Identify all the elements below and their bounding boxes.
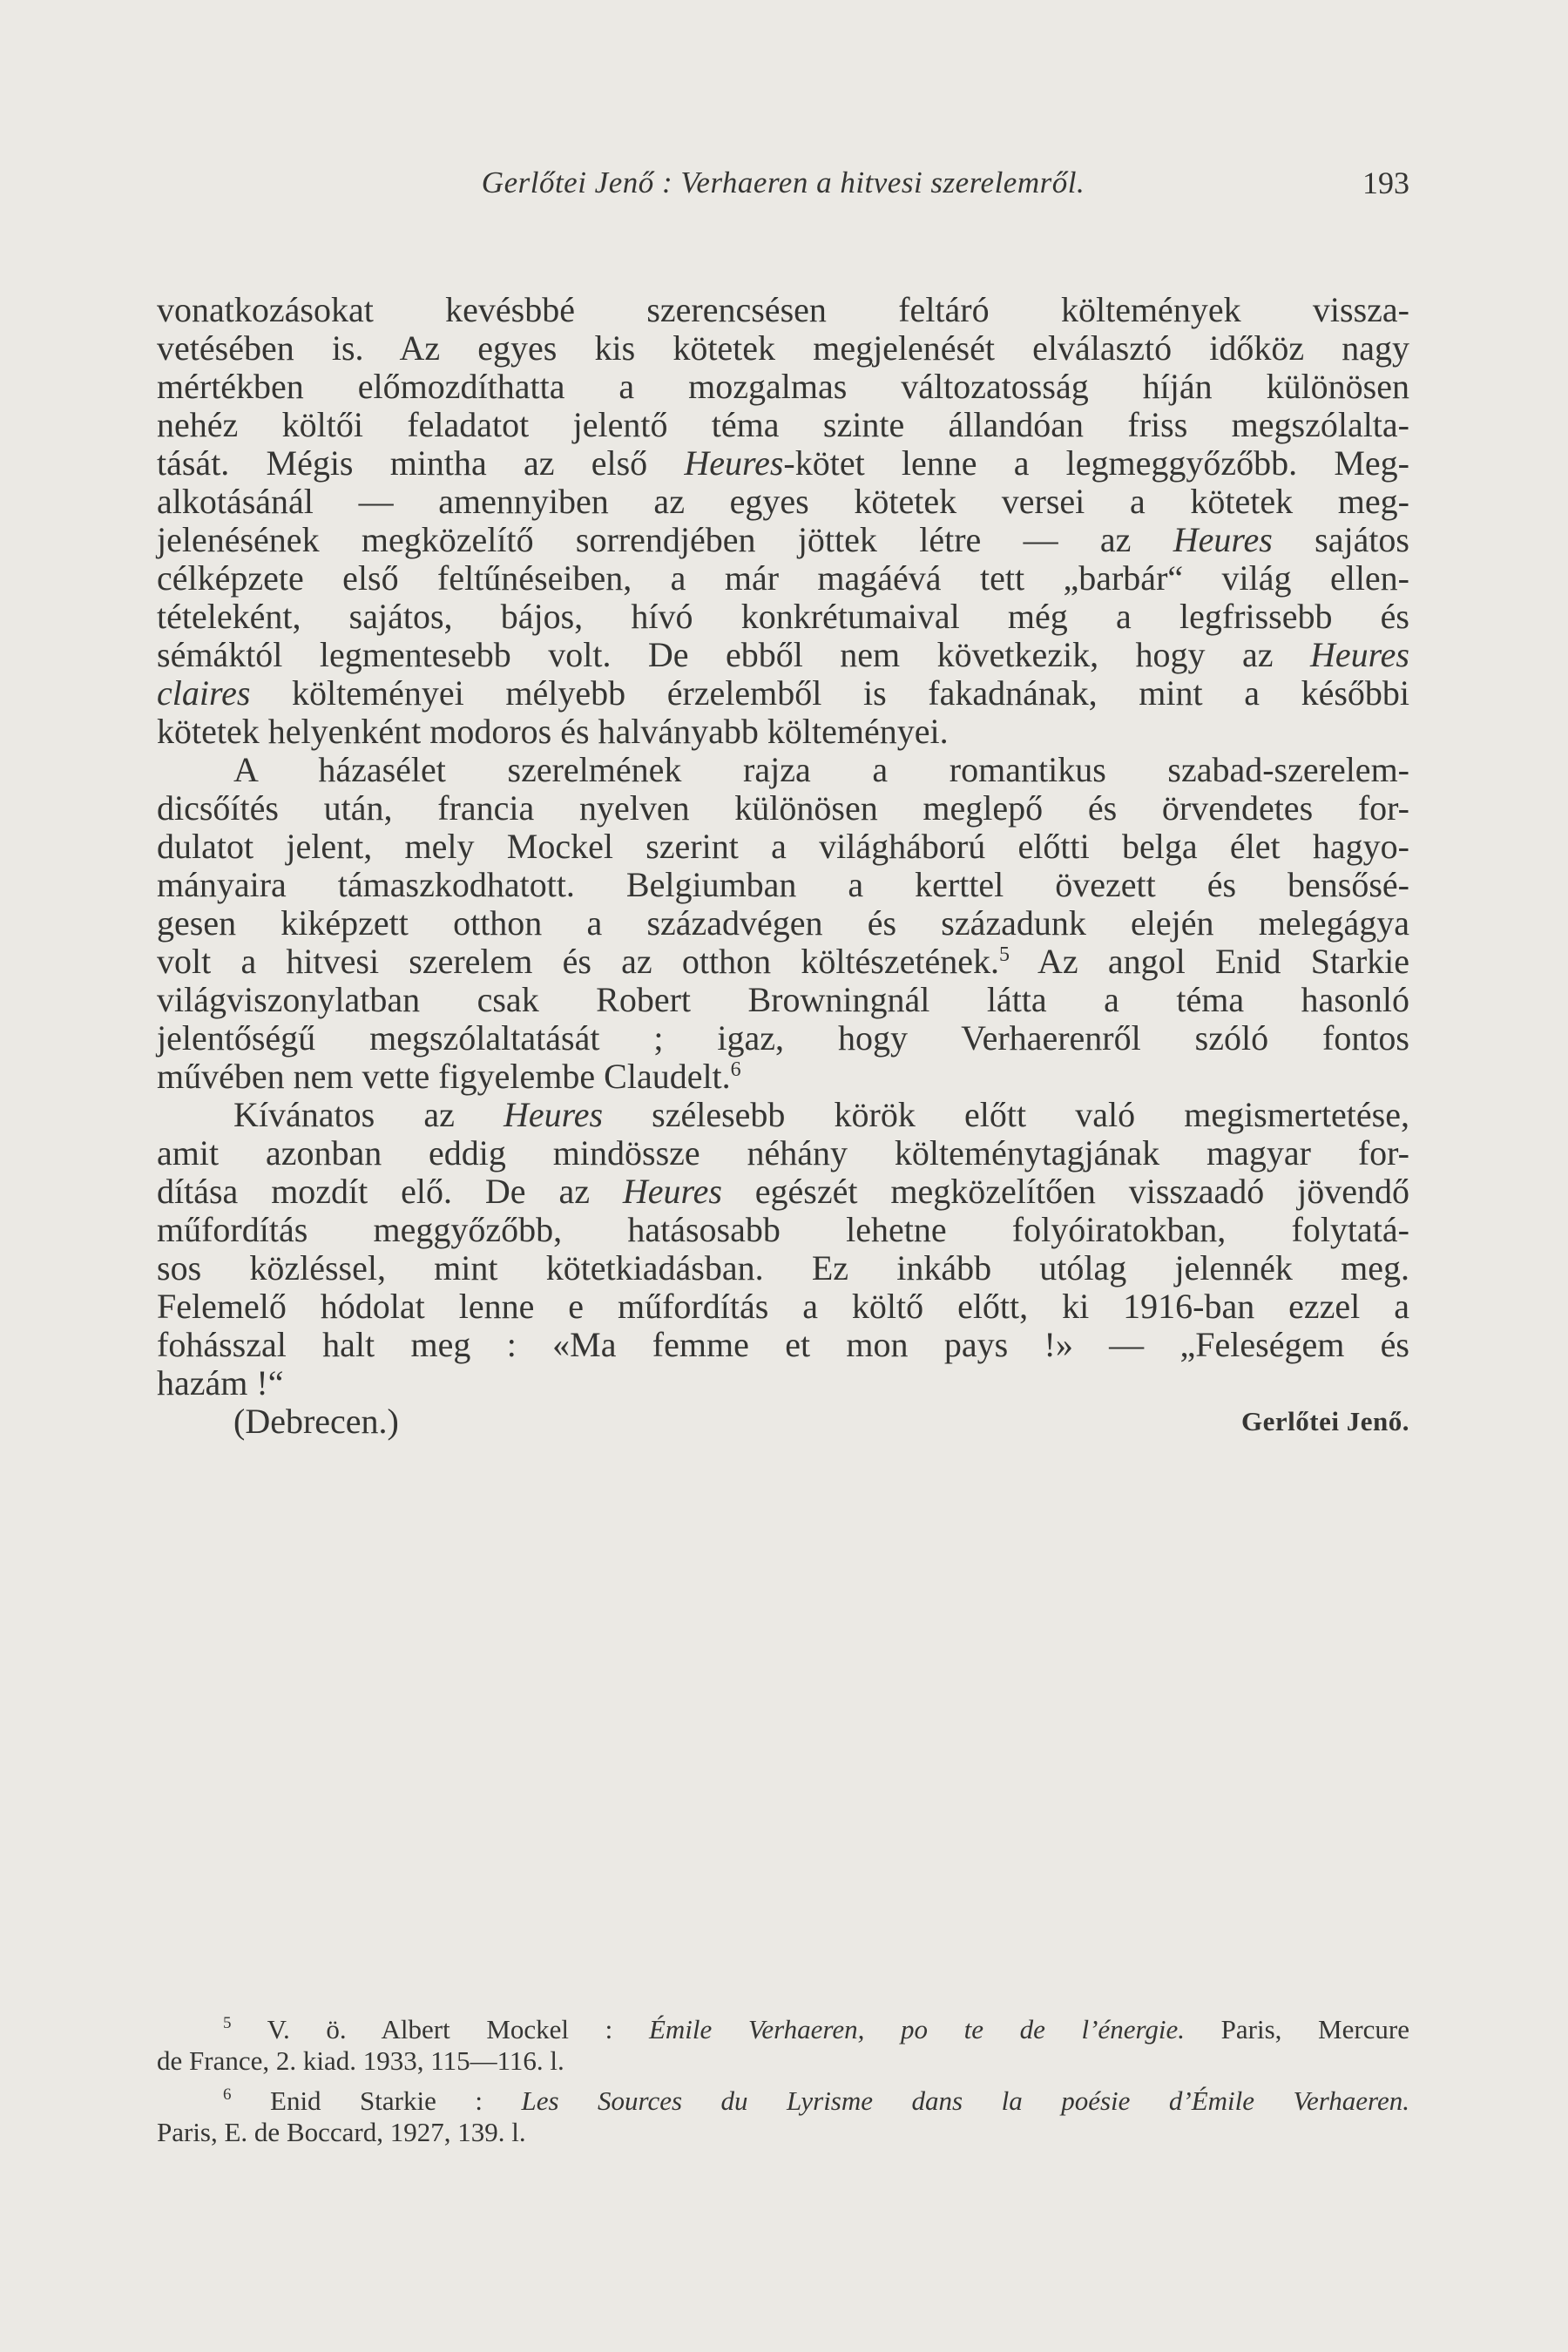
text-line — [157, 751, 1409, 789]
text-run: A házasélet szerelmének rajza a romantikus szabad-szerelem- — [233, 750, 1409, 789]
text-run: egészét megközelítően visszaadó jövendő — [721, 1172, 1409, 1211]
text-line — [157, 1326, 1409, 1364]
text-run: amit azonban eddig mindössze néhány költeménytagjának magyar for- — [157, 1133, 1409, 1173]
text-line — [157, 444, 1409, 483]
italic-title: Heures — [1309, 635, 1409, 674]
text-line — [157, 713, 1409, 751]
text-run: dulatot jelent, mely Mockel szerint a világháború előtti belga élet hagyo- — [157, 827, 1409, 866]
text-run: sémáktól legmentesebb volt. De ebből nem következik, hogy az — [157, 635, 1310, 674]
page-header — [157, 162, 1409, 204]
text-run: kötetek helyenként modoros és halványabb költeményei. — [157, 712, 949, 751]
text-run: -kötet lenne a legmeggyőzőbb. Meg- — [783, 443, 1409, 483]
italic-title: Heures — [503, 1095, 604, 1134]
footnote-reference: 5 — [999, 943, 1010, 966]
text-run: jelenésének megközelítő sorrendjében jöttek létre — az — [157, 520, 1173, 559]
text-run: Kívánatos az — [233, 1095, 504, 1134]
page-number: 193 — [1362, 166, 1409, 200]
text-line — [157, 904, 1409, 943]
text-run: vonatkozásokat kevésbbé szerencsésen feltáró költemények vissza- — [157, 290, 1409, 329]
text-line — [157, 2045, 1409, 2077]
italic-title: Les Sources du Lyrisme dans la poésie d’Émile Verhaeren. — [521, 2085, 1409, 2116]
italic-title: Émile Verhaeren, po te de l’énergie. — [648, 2014, 1185, 2044]
italic-title: Heures — [622, 1172, 722, 1211]
text-line — [157, 483, 1409, 521]
footnote — [157, 2085, 1409, 2148]
text-line — [157, 1211, 1409, 1249]
text-line — [157, 1019, 1409, 1058]
signoff-line — [157, 1402, 1409, 1441]
text-run: V. ö. Albert Mockel : — [231, 2014, 649, 2044]
text-run: szélesebb körök előtt való megismertetése, — [603, 1095, 1409, 1134]
text-run: gesen kiképzett otthon a századvégen és századunk elején melegágya — [157, 903, 1409, 943]
text-line — [157, 1249, 1409, 1288]
text-run: volt a hitvesi szerelem és az otthon költészetének. — [157, 942, 999, 981]
text-run: mértékben előmozdíthatta a mozgalmas változatosság híján különösen — [157, 367, 1409, 406]
text-run: sos közléssel, mint kötetkiadásban. Ez inkább utólag jelennék meg. — [157, 1248, 1409, 1288]
footnotes — [157, 2014, 1409, 2157]
text-run: világviszonylatban csak Robert Browningnál látta a téma hasonló — [157, 980, 1409, 1019]
text-line — [157, 1173, 1409, 1211]
text-run: Paris, Mercure — [1185, 2014, 1410, 2044]
footnote-reference: 6 — [730, 1058, 741, 1081]
text-run: de France, 2. kiad. 1933, 115—116. l. — [157, 2045, 564, 2076]
text-line — [157, 406, 1409, 444]
text-run: dítása mozdít elő. De az — [157, 1172, 623, 1211]
text-run: célképzete első feltűnéseiben, a már magáévá tett „barbár“ világ ellen- — [157, 558, 1409, 598]
text-run: hazám !“ — [157, 1363, 284, 1402]
text-run: alkotásánál — amennyiben az egyes kötetek versei a kötetek meg- — [157, 482, 1409, 521]
text-line — [157, 598, 1409, 636]
text-run: Felemelő hódolat lenne e műfordítás a költő előtt, ki 1916-ban ezzel a — [157, 1287, 1409, 1326]
text-line — [157, 1134, 1409, 1173]
author-signature: Gerlőtei Jenő. — [1241, 1406, 1409, 1436]
text-line — [157, 636, 1409, 674]
text-line — [157, 1058, 1409, 1096]
body-text — [157, 291, 1409, 1441]
text-run: vetésében is. Az egyes kis kötetek megjelenését elválasztó időköz nagy — [157, 328, 1409, 368]
text-run: tását. Mégis mintha az első — [157, 443, 685, 483]
text-run: Az angol Enid Starkie — [1010, 942, 1410, 981]
text-line — [157, 559, 1409, 598]
text-line — [157, 291, 1409, 329]
text-run: mányaira támaszkodhatott. Belgiumban a kerttel övezett és bensősé- — [157, 865, 1409, 904]
text-run: tételeként, sajátos, bájos, hívó konkrétumaival még a legfrissebb és — [157, 597, 1409, 636]
text-line — [157, 1288, 1409, 1326]
text-line — [157, 1364, 1409, 1402]
text-run: fohásszal halt meg : «Ma femme et mon pays !» — „Feleségem és — [157, 1325, 1409, 1364]
text-run: művében nem vette figyelembe Claudelt. — [157, 1057, 731, 1096]
italic-title: claires — [157, 673, 251, 713]
text-run: költeményei mélyebb érzelemből is fakadnának, mint a későbbi — [250, 673, 1409, 713]
text-run: műfordítás meggyőzőbb, hatásosabb lehetne folyóiratokban, folytatá- — [157, 1210, 1409, 1249]
text-line — [157, 329, 1409, 368]
text-line — [157, 1096, 1409, 1134]
italic-title: Heures — [1173, 520, 1273, 559]
text-run: Enid Starkie : — [231, 2085, 522, 2116]
text-run: sajátos — [1272, 520, 1409, 559]
text-line — [157, 368, 1409, 406]
text-line — [157, 943, 1409, 981]
footnote — [157, 2014, 1409, 2077]
text-line — [157, 866, 1409, 904]
place-of-writing: (Debrecen.) — [233, 1402, 399, 1441]
text-line — [157, 2014, 1409, 2045]
text-run: Paris, E. de Boccard, 1927, 139. l. — [157, 2117, 526, 2147]
text-run: jelentőségű megszólaltatását ; igaz, hogy Verhaerenről szóló fontos — [157, 1018, 1409, 1058]
running-title: Gerlőtei Jenő : Verhaeren a hitvesi szerelemről. — [481, 166, 1085, 199]
footnote-reference: 6 — [223, 2085, 232, 2104]
text-line — [157, 2117, 1409, 2148]
text-line — [157, 2085, 1409, 2117]
text-line — [157, 789, 1409, 828]
italic-title: Heures — [684, 443, 784, 483]
text-line — [157, 521, 1409, 559]
text-line — [157, 981, 1409, 1019]
text-run: dicsőítés után, francia nyelven különösen meglepő és örvendetes for- — [157, 788, 1409, 828]
text-run: nehéz költői feladatot jelentő téma szinte állandóan friss megszólalta- — [157, 405, 1409, 444]
text-line — [157, 674, 1409, 713]
footnote-reference: 5 — [223, 2014, 232, 2032]
text-line — [157, 828, 1409, 866]
